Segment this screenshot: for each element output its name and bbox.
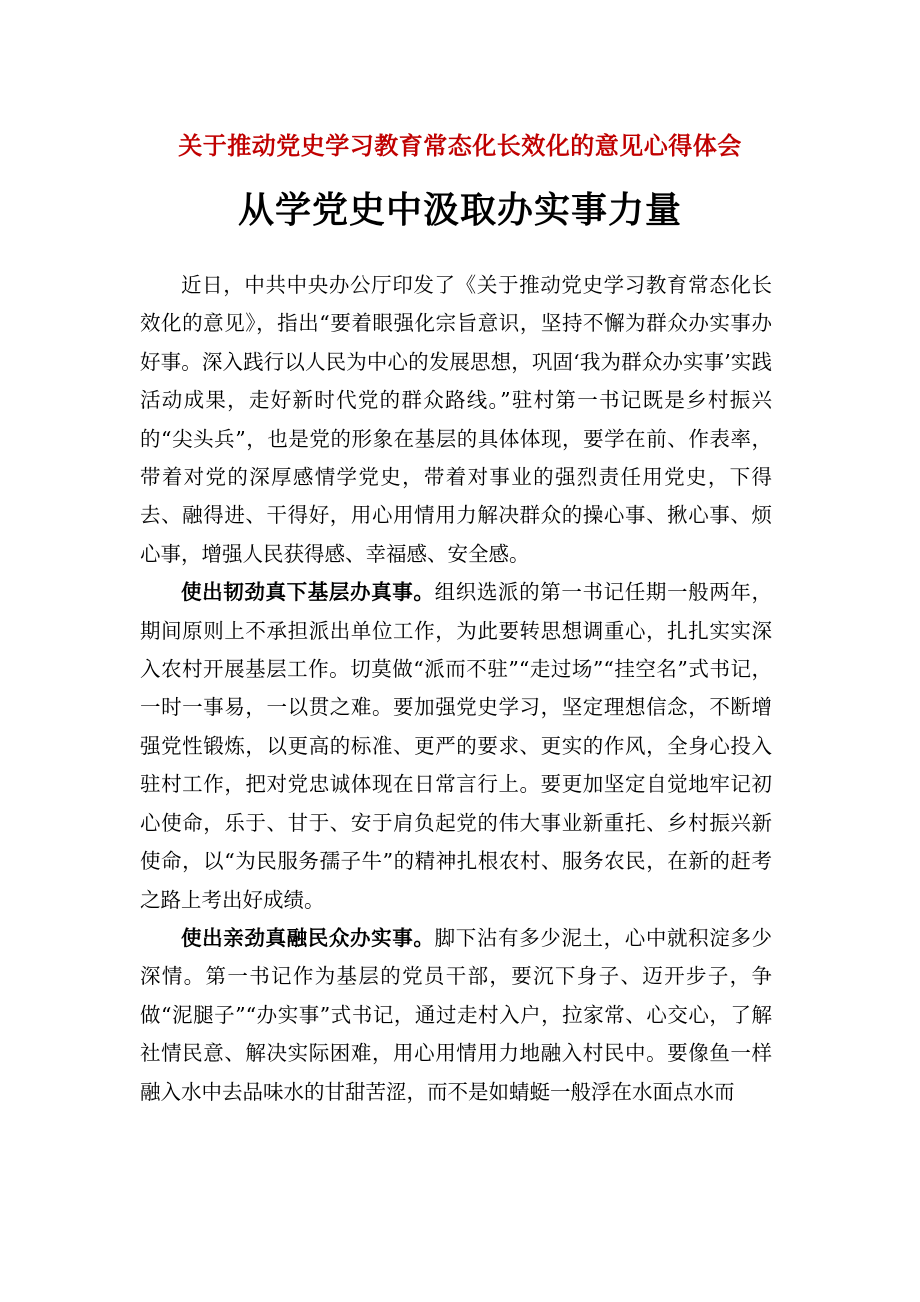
paragraph-text: 近日，中共中央办公厅印发了《关于推动党史学习教育常态化长效化的意见》，指出“要着眼强化宗旨意识，坚持不懈为群众办实事办好事。深入践行以人民为中心的发展思想，巩固‘我为群众办实事’实践活动成果，走好新时代党的群众路线。”驻村第一书记既是乡村振兴的“尖头兵”，也是党的形象在基层的具体体现，要学在前、作表率，带着对党的深厚感情学党史，带着对事业的强烈责任用党史，下得去、融得进、干得好，用心用情用力解决群众的操心事、揪心事、烦心事，增强人民获得感、幸福感、安全感。 [140, 273, 772, 566]
paragraph-section-2 [140, 919, 772, 1111]
paragraph-section-1 [140, 573, 772, 919]
paragraph-heading: 使出亲劲真融民众办实事。 [181, 925, 435, 950]
document-body [140, 266, 772, 1111]
paragraph-text: 脚下沾有多少泥土，心中就积淀多少深情。第一书记作为基层的党员干部，要沉下身子、迈开步子，争做“泥腿子”“办实事”式书记，通过走村入户，拉家常、心交心，了解社情民意、解决实际困难，用心用情用力地融入村民中。要像鱼一样融入水中去品味水的甘甜苦涩，而不是如蜻蜓一般浮在水面点水而 [140, 925, 773, 1104]
document-title: 从学党史中汲取办实事力量 [237, 189, 682, 231]
paragraph-intro [140, 266, 772, 573]
document-supertitle: 关于推动党史学习教育常态化长效化的意见心得体会 [178, 131, 742, 160]
paragraph-text: 组织选派的第一书记任期一般两年，期间原则上不承担派出单位工作，为此要转思想调重心，扎扎实实深入农村开展基层工作。切莫做“派而不驻”“走过场”“挂空名”式书记，一时一事易，一以贯之难。要加强党史学习，坚定理想信念，不断增强党性锻炼，以更高的标准、更严的要求、更实的作风，全身心投入驻村工作，把对党忠诚体现在日常言行上。要更加坚定自觉地牢记初心使命，乐于、甘于、安于肩负起党的伟大事业新重托、乡村振兴新使命，以“为民服务孺子牛”的精神扎根农村、服务农民，在新的赶考之路上考出好成绩。 [140, 580, 773, 912]
paragraph-heading: 使出韧劲真下基层办真事。 [181, 580, 435, 605]
